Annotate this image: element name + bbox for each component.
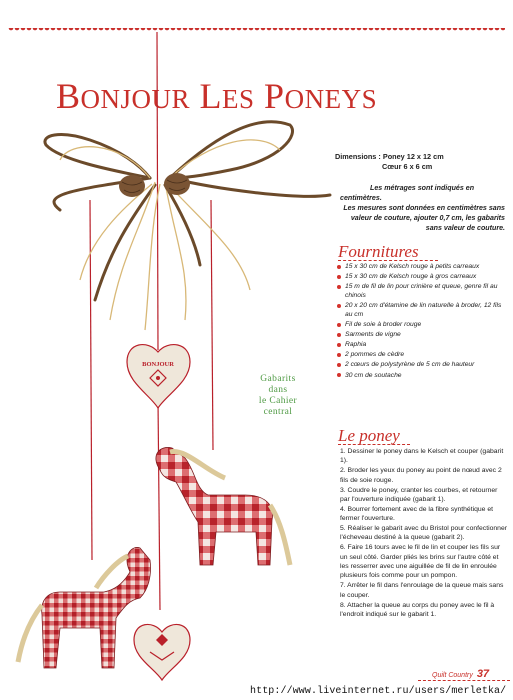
instruction-step: 6. Faire 16 tours avec le fil de lin et couper les fils sur un seul côté. Garder pliés les brins sur l'autre côté et les resserrer avec une aiguillée de fil de lin enroulée plusieurs fois comme pour un pompon.	[340, 544, 501, 580]
instructions-list	[340, 447, 508, 620]
raffia-strands	[60, 140, 280, 330]
fournitures-heading-text: Fournitures	[338, 242, 419, 261]
instruction-step: 7. Arrêter le fil dans l'enroulage de la queue mais sans le couper.	[340, 582, 504, 599]
page-footer	[432, 668, 489, 680]
instruction-step: 8. Attacher la queue au corps du poney avec le fil à l'endroit indiqué sur le gabarit 1.	[340, 601, 495, 618]
watermark-url: http://www.liveinternet.ru/users/merletka/	[250, 686, 507, 697]
poney-heading	[338, 427, 400, 444]
gabarits-line-4: central	[263, 406, 293, 417]
supply-item: Raphia	[336, 340, 506, 349]
embroidered-heart-top	[127, 345, 190, 408]
gabarits-line-1: Gabarits	[260, 374, 296, 384]
pine-cone-right	[164, 173, 190, 195]
gabarits-line-2: dans	[268, 384, 288, 395]
fournitures-underline	[338, 260, 438, 261]
supply-item: 15 m de fil de lin pour crinière et queue, genre fil au chinois	[336, 282, 506, 300]
hanging-threads	[90, 32, 213, 610]
dimensions-block	[335, 152, 505, 172]
dimensions-line-1: Dimensions : Poney 12 x 12 cm	[335, 152, 444, 161]
page-number: 37	[476, 668, 490, 680]
supply-item: Sarments de vigne	[336, 330, 506, 339]
instruction-step: 1. Dessiner le poney dans le Kelsch et couper (gabarit 1).	[340, 448, 504, 465]
measurements-note	[340, 184, 505, 234]
supply-item: Fil de soie à broder rouge	[336, 320, 506, 329]
footer-underline	[418, 680, 510, 681]
page-title-text: BONJOUR LES PONEYS	[56, 76, 378, 116]
instruction-step: 2. Broder les yeux du poney au point de nœud avec 2 fils de soie rouge.	[340, 467, 502, 484]
embroidered-heart-bottom	[134, 624, 190, 680]
poney-heading-text: Le poney	[338, 426, 400, 445]
supply-item: 20 x 20 cm d'étamine de lin naturelle à broder, 12 fils au cm	[336, 301, 506, 319]
vine-bow	[45, 122, 330, 300]
magazine-name: Quilt Country	[432, 672, 473, 679]
poney-underline	[338, 444, 410, 445]
note-first-line: Les métrages sont indiqués en centimètres.	[340, 184, 475, 202]
svg-text:BONJOUR: BONJOUR	[142, 361, 174, 368]
supply-item: 2 pommes de cèdre	[336, 350, 506, 359]
instruction-step: 4. Bourrer fortement avec de la fibre synthétique et fermer l'ouverture.	[340, 505, 494, 523]
supply-item: 2 cœurs de polystyrène de 5 cm de hauteur	[336, 360, 506, 369]
supplies-list	[336, 262, 506, 381]
gabarits-line-3: le Cahier	[258, 395, 298, 406]
gabarits-note	[236, 374, 320, 418]
instruction-step: 5. Réaliser le gabarit avec du Bristol pour confectionner l'écheveau destiné à la queue (gabarit 2).	[340, 525, 507, 542]
supply-item: 15 x 30 cm de Kelsch rouge à gros carreaux	[336, 272, 506, 281]
checkered-pony-left	[18, 547, 151, 668]
supply-item: 15 x 30 cm de Kelsch rouge à petits carreaux	[336, 262, 506, 271]
note-rest: Les mesures sont données en centimètres sans valeur de couture, ajouter 0,7 cm, les gabarits sans valeur de couture.	[343, 203, 505, 232]
dimensions-line-2: Cœur 6 x 6 cm	[382, 161, 433, 171]
fournitures-heading	[338, 243, 419, 260]
supply-item: 30 cm de soutache	[336, 371, 506, 380]
instruction-step: 3. Coudre le poney, cranter les courbes, et retourner par l'ouverture indiquée (gabarit 1).	[340, 486, 498, 503]
pine-cone-left	[119, 175, 145, 197]
checkered-pony-right	[156, 447, 290, 565]
